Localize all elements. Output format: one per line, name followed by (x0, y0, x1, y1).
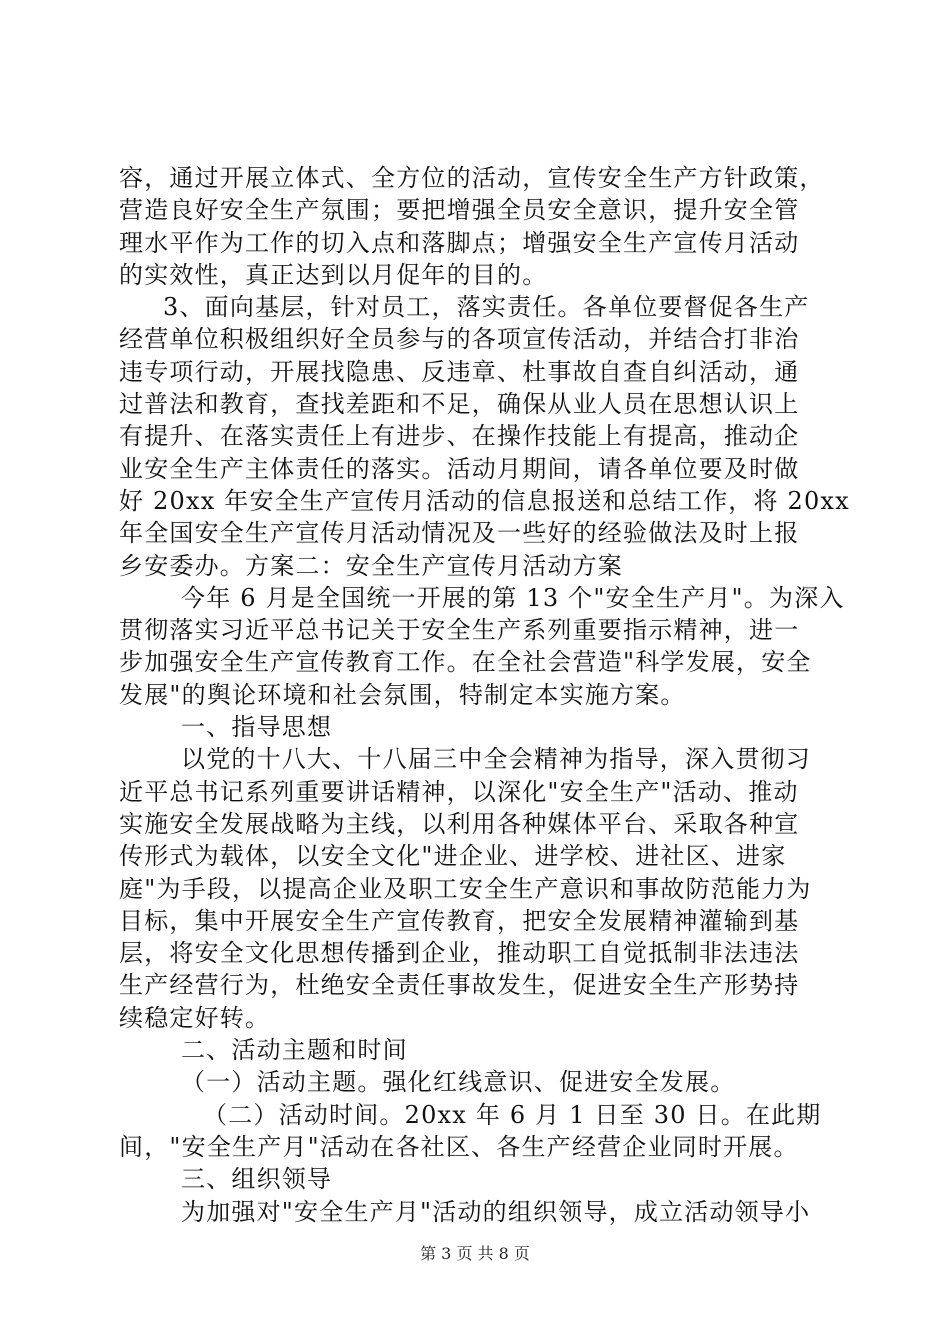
body-line: 乡安委办。方案二：安全生产宣传月活动方案 (119, 551, 623, 580)
body-line: 的实效性，真正达到以月促年的目的。 (119, 260, 548, 289)
body-line: 目标，集中开展安全生产宣传教育，把安全发展精神灌输到基 (119, 906, 800, 935)
body-line: 年全国安全生产宣传月活动情况及一些好的经验做法及时上报 (119, 519, 800, 548)
body-line: 间，"安全生产月"活动在各社区、各生产经营企业同时开展。 (119, 1132, 799, 1161)
body-line: 理水平作为工作的切入点和落脚点；增强安全生产宣传月活动 (119, 228, 800, 257)
body-line: 庭"为手段，以提高企业及职工安全生产意识和事故防范能力为 (119, 874, 812, 903)
section-heading: 二、活动主题和时间 (181, 1036, 408, 1065)
body-line: （一）活动主题。强化红线意识、促进安全发展。 (181, 1068, 736, 1097)
body-line: 违专项行动，开展找隐患、反违章、杜事故自查自纠活动，通 (119, 357, 800, 386)
body-line: 3、面向基层，针对员工，落实责任。各单位要督促各生产 (163, 293, 810, 322)
body-line: 以党的十八大、十八届三中全会精神为指导，深入贯彻习 (181, 745, 811, 774)
body-line: 传形式为载体，以安全文化"进企业、进学校、进社区、进家 (119, 842, 787, 871)
page-footer: 第 3 页 共 8 页 (420, 1244, 530, 1263)
body-line: 实施安全发展战略为主线，以利用各种媒体平台、采取各种宣 (119, 809, 800, 838)
body-line: 步加强安全生产宣传教育工作。在全社会营造"科学发展，安全 (119, 648, 812, 677)
body-line: 生产经营行为，杜绝安全责任事故发生，促进安全生产形势持 (119, 971, 800, 1000)
body-line: 为加强对"安全生产月"活动的组织领导，成立活动领导小 (181, 1197, 811, 1226)
body-line: 好 20xx 年安全生产宣传月活动的信息报送和总结工作，将 20xx (119, 486, 850, 515)
body-line: 今年 6 月是全国统一开展的第 13 个"安全生产月"。为深入 (181, 583, 845, 612)
body-line: 层，将安全文化思想传播到企业，推动职工自觉抵制非法违法 (119, 939, 800, 968)
document-body (119, 162, 850, 1228)
body-line: 续稳定好转。 (119, 1003, 271, 1032)
body-line: 过普法和教育，查找差距和不足，确保从业人员在思想认识上 (119, 390, 800, 419)
section-heading: 三、组织领导 (181, 1165, 333, 1194)
body-line: 贯彻落实习近平总书记关于安全生产系列重要指示精神，进一 (119, 616, 800, 645)
body-line: 营造良好安全生产氛围；要把增强全员安全意识，提升安全管 (119, 196, 800, 225)
section-heading: 一、指导思想 (181, 713, 333, 742)
body-line: 有提升、在落实责任上有进步、在操作技能上有提高，推动企 (119, 422, 800, 451)
body-line: （二）活动时间。20xx 年 6 月 1 日至 30 日。在此期 (203, 1100, 822, 1129)
body-line: 业安全生产主体责任的落实。活动月期间，请各单位要及时做 (119, 454, 800, 483)
body-line: 近平总书记系列重要讲话精神，以深化"安全生产"活动、推动 (119, 777, 799, 806)
body-line: 发展"的舆论环境和社会氛围，特制定本实施方案。 (119, 680, 686, 709)
body-line: 经营单位积极组织好全员参与的各项宣传活动，并结合打非治 (119, 325, 800, 354)
body-line: 容，通过开展立体式、全方位的活动，宣传安全生产方针政策， (119, 164, 825, 192)
